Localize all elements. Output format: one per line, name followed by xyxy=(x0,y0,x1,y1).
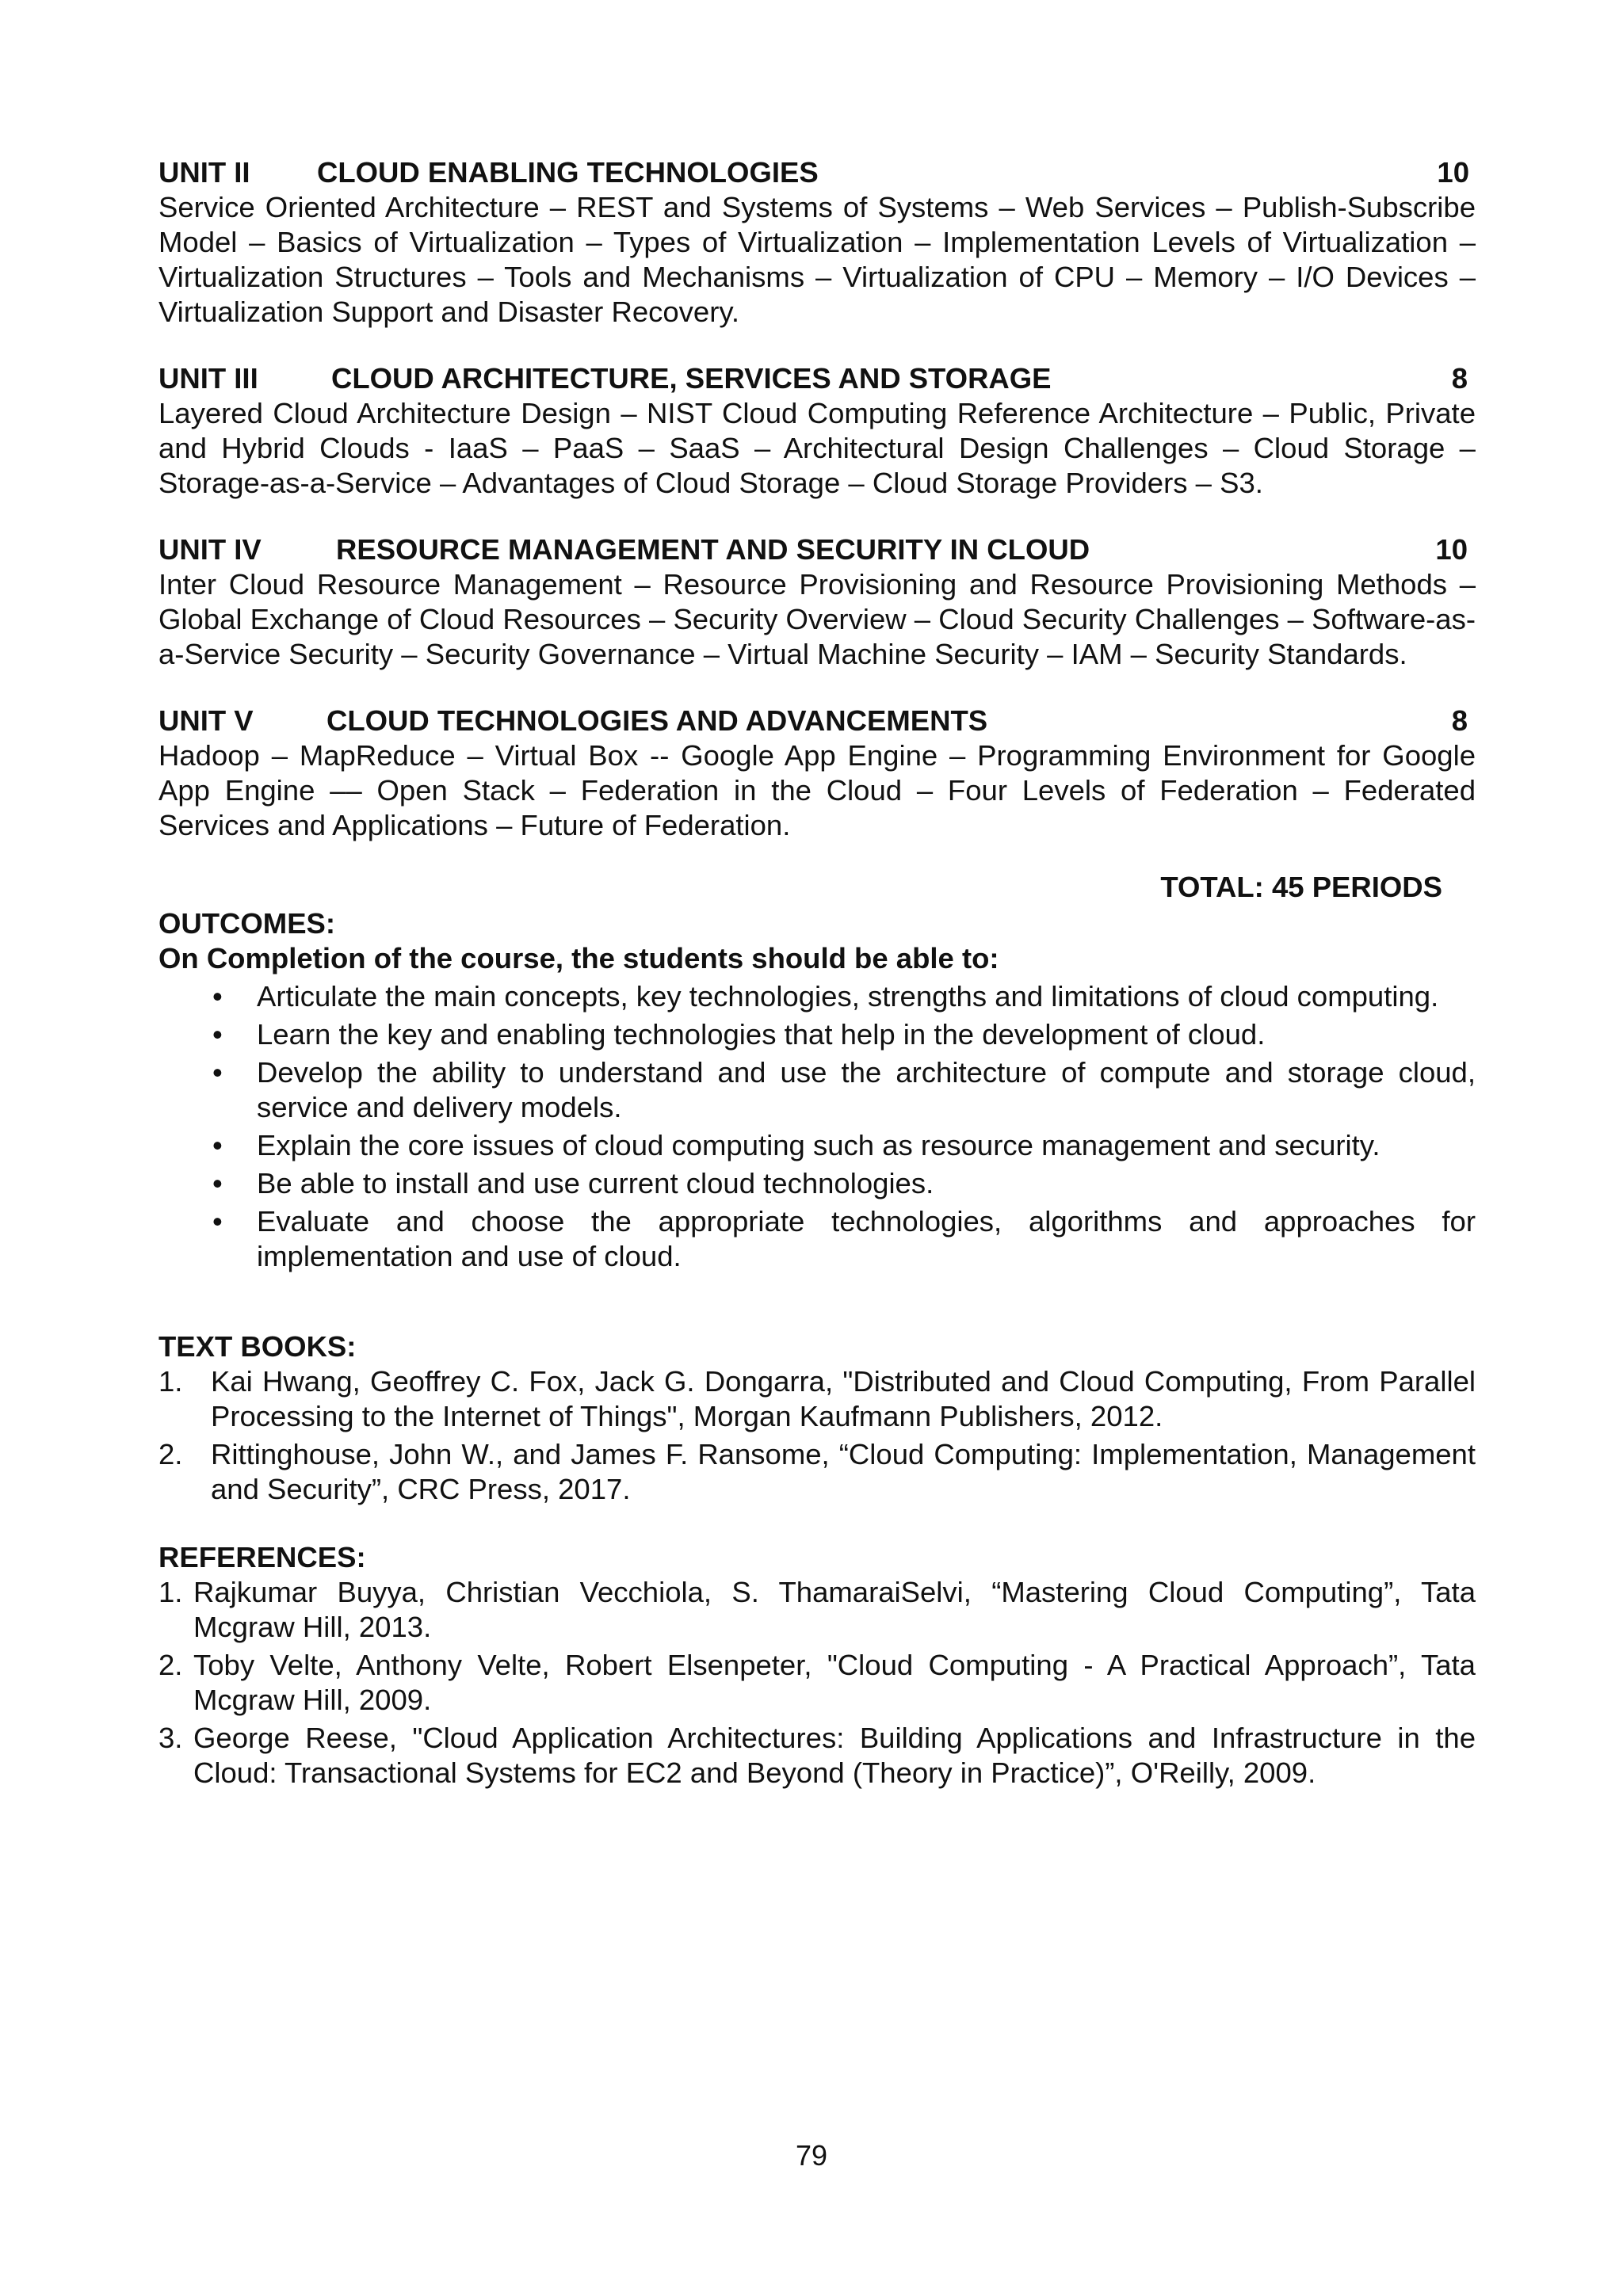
list-item xyxy=(158,1204,1476,1274)
outcomes-intro: On Completion of the course, the students should be able to: xyxy=(158,942,999,974)
outcome-text: Explain the core issues of cloud computing such as resource management and security. xyxy=(257,1129,1381,1161)
list-item xyxy=(158,1166,1476,1201)
book-text: Kai Hwang, Geoffrey C. Fox, Jack G. Dongarra, "Distributed and Cloud Computing, From Parallel Processing to the Internet of Things", Morgan Kaufmann Publishers, 2012. xyxy=(211,1365,1476,1432)
unit-body: Service Oriented Architecture – REST and Systems of Systems – Web Services – Publish-Subscribe Model – Basics of Virtualization – Types of Virtualization – Implementation Levels of Virtualization – Virtualization Structures – Tools and Mechanisms – Virtualization of CPU – Memory – I/O Devices –Virtualization Support and Disaster Recovery. xyxy=(158,191,1476,328)
outcomes-list xyxy=(158,979,1476,1274)
list-item xyxy=(158,1364,1476,1434)
reference-text: George Reese, "Cloud Application Architectures: Building Applications and Infrastructure in the Cloud: Transactional Systems for EC2 and Beyond (Theory in Practice)”, O'Reilly, 2009. xyxy=(193,1722,1476,1789)
unit-heading xyxy=(158,155,1476,190)
list-item xyxy=(158,1721,1476,1791)
bullet-icon: • xyxy=(212,1018,223,1051)
unit-label: UNIT II xyxy=(158,156,250,189)
text-books-list xyxy=(158,1364,1476,1507)
list-item xyxy=(158,1437,1476,1507)
unit-3 xyxy=(158,361,1476,501)
syllabus-page xyxy=(158,155,1476,1794)
list-item xyxy=(158,1055,1476,1125)
unit-5 xyxy=(158,704,1476,843)
outcome-text: Articulate the main concepts, key technologies, strengths and limitations of cloud computing. xyxy=(257,980,1439,1013)
unit-title: RESOURCE MANAGEMENT AND SECURITY IN CLOUD xyxy=(336,533,1090,566)
item-number: 2. xyxy=(158,1438,183,1470)
list-item xyxy=(158,979,1476,1014)
unit-2 xyxy=(158,155,1476,330)
item-number: 2. xyxy=(158,1649,183,1681)
references-heading: REFERENCES: xyxy=(158,1541,366,1573)
unit-heading xyxy=(158,532,1476,567)
list-item xyxy=(158,1648,1476,1718)
references-list xyxy=(158,1575,1476,1791)
bullet-icon: • xyxy=(212,1129,223,1161)
bullet-icon: • xyxy=(212,980,223,1013)
unit-title: CLOUD ARCHITECTURE, SERVICES AND STORAGE xyxy=(331,362,1052,395)
list-item xyxy=(158,1575,1476,1645)
book-text: Rittinghouse, John W., and James F. Ransome, “Cloud Computing: Implementation, Management and Security”, CRC Press, 2017. xyxy=(211,1438,1476,1505)
outcome-text: Develop the ability to understand and use the architecture of compute and storage cloud, service and delivery models. xyxy=(257,1056,1476,1123)
page-number: 79 xyxy=(795,2139,828,2172)
item-number: 3. xyxy=(158,1722,183,1754)
text-books-section xyxy=(158,1329,1476,1507)
outcome-text: Be able to install and use current cloud technologies. xyxy=(257,1167,934,1199)
unit-hours: 8 xyxy=(1451,362,1468,395)
bullet-icon: • xyxy=(212,1205,223,1238)
outcome-text: Learn the key and enabling technologies that help in the development of cloud. xyxy=(257,1018,1266,1051)
list-item xyxy=(158,1128,1476,1163)
item-number: 1. xyxy=(158,1365,183,1398)
text-books-heading: TEXT BOOKS: xyxy=(158,1330,357,1363)
outcomes-section xyxy=(158,906,1476,1274)
item-number: 1. xyxy=(158,1576,183,1608)
bullet-icon: • xyxy=(212,1056,223,1089)
unit-label: UNIT III xyxy=(158,362,258,395)
unit-title: CLOUD TECHNOLOGIES AND ADVANCEMENTS xyxy=(327,704,988,737)
unit-hours: 10 xyxy=(1435,533,1468,566)
reference-text: Toby Velte, Anthony Velte, Robert Elsenpeter, "Cloud Computing - A Practical Approach”, Tata Mcgraw Hill, 2009. xyxy=(193,1649,1476,1716)
unit-body: Layered Cloud Architecture Design – NIST Cloud Computing Reference Architecture – Public, Private and Hybrid Clouds - IaaS – PaaS – SaaS – Architectural Design Challenges – Cloud Storage – Storage-as-a-Service – Advantages of Cloud Storage – Cloud Storage Providers – S3. xyxy=(158,397,1476,499)
unit-title: CLOUD ENABLING TECHNOLOGIES xyxy=(317,156,819,189)
list-item xyxy=(158,1017,1476,1052)
unit-body: Hadoop – MapReduce – Virtual Box -- Google App Engine – Programming Environment for Google App Engine –– Open Stack – Federation in the Cloud – Four Levels of Federation – Federated Services and Applications – Future of Federation. xyxy=(158,739,1476,841)
reference-text: Rajkumar Buyya, Christian Vecchiola, S. ThamaraiSelvi, “Mastering Cloud Computing”, Tata Mcgraw Hill, 2013. xyxy=(193,1576,1476,1643)
total-periods: TOTAL: 45 PERIODS xyxy=(1160,871,1442,903)
unit-heading xyxy=(158,361,1476,396)
unit-label: UNIT V xyxy=(158,704,254,737)
outcomes-heading: OUTCOMES: xyxy=(158,907,336,940)
unit-4 xyxy=(158,532,1476,672)
references-section xyxy=(158,1540,1476,1791)
unit-heading xyxy=(158,704,1476,738)
bullet-icon: • xyxy=(212,1167,223,1199)
unit-body: Inter Cloud Resource Management – Resource Provisioning and Resource Provisioning Methods – Global Exchange of Cloud Resources – Security Overview – Cloud Security Challenges – Software-as-a-Service Security – Security Governance – Virtual Machine Security – IAM – Security Standards. xyxy=(158,568,1476,670)
unit-hours: 8 xyxy=(1451,704,1468,737)
unit-hours: 10 xyxy=(1437,156,1469,189)
unit-label: UNIT IV xyxy=(158,533,262,566)
outcome-text: Evaluate and choose the appropriate technologies, algorithms and approaches for implementation and use of cloud. xyxy=(257,1205,1476,1272)
